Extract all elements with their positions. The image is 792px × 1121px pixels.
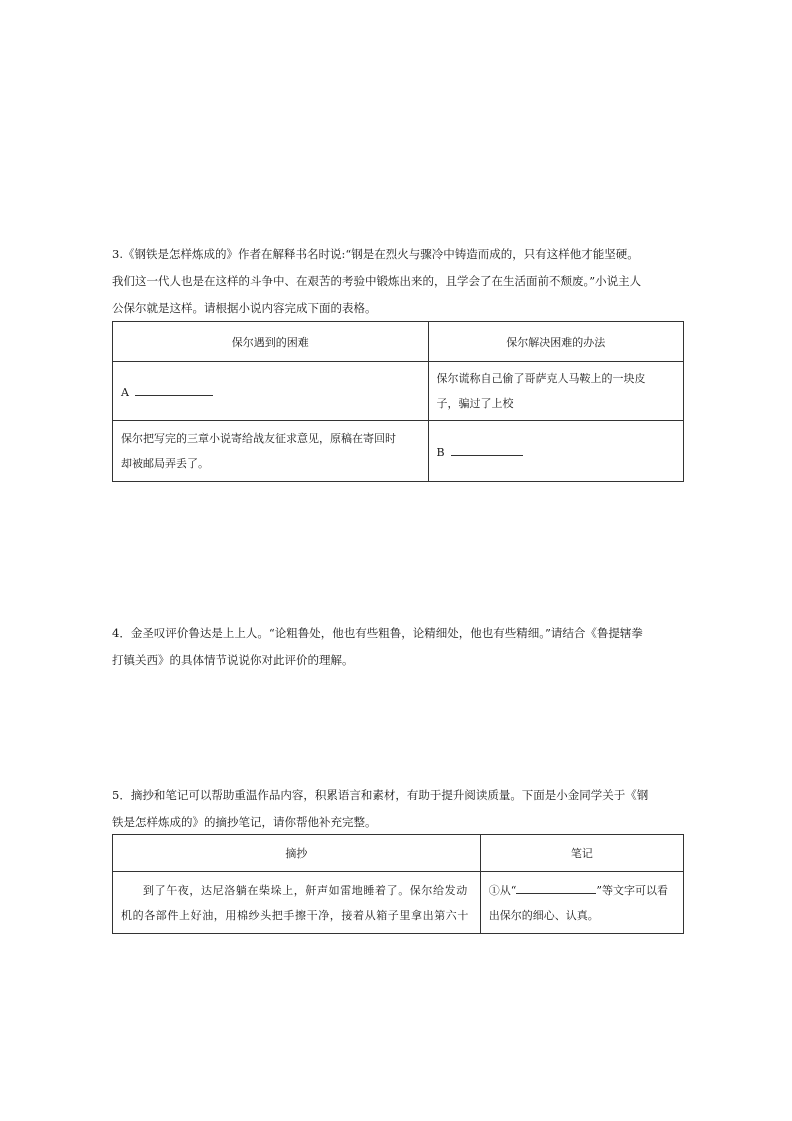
difficulty-line-1: 保尔把写完的三章小说寄给战友征求意见，原稿在寄回时 (121, 432, 396, 445)
excerpt-line-1: 到了午夜，达尼洛躺在柴垛上，鼾声如雷地睡着了。保尔给发动 (143, 883, 468, 897)
note-cell[interactable] (480, 872, 683, 934)
note-suffix: ”等文字可以看 (596, 883, 668, 897)
question-3-table (112, 321, 684, 482)
note-line-1 (489, 878, 675, 903)
question-4-line-2: 打镇关西》的具体情节说说你对此评价的理解。 (112, 653, 354, 667)
table-header-difficulty: 保尔遇到的困难 (113, 322, 429, 362)
answer-cell-a[interactable] (113, 362, 429, 421)
question-3-line-1: 3.《钢铁是怎样炼成的》作者在解释书名时说:“钢是在烈火与骤冷中铸造而成的，只有这样他才能坚硬。 (112, 247, 639, 261)
note-line-2: 出保尔的细心、认真。 (488, 908, 599, 922)
answer-blank-note[interactable] (516, 881, 596, 894)
answer-blank-a[interactable] (135, 383, 213, 396)
excerpt-cell (113, 872, 481, 934)
solution-cell (428, 362, 683, 421)
table-header-notes: 笔记 (480, 835, 683, 872)
question-4 (112, 620, 684, 674)
question-5-table (112, 834, 684, 934)
question-3-line-2: 我们这一代人也是在这样的斗争中、在艰苦的考验中锻炼出来的，且学会了在生活面前不颓废。”小说主人 (112, 274, 642, 288)
question-5-line-1: 5．摘抄和笔记可以帮助重温作品内容，积累语言和素材，有助于提升阅读质量。下面是小金同学关于《钢 (112, 788, 649, 802)
difficulty-line-2: 却被邮局弄丢了。 (121, 457, 209, 470)
label-a: A (121, 386, 129, 399)
answer-blank-b[interactable] (451, 443, 523, 456)
solution-line-1: 保尔谎称自己偷了哥萨克人马鞍上的一块皮 (436, 372, 646, 385)
label-b: B (436, 446, 445, 459)
excerpt-line-2: 机的各部件上好油，用棉纱头把手擦干净，接着从箱子里拿出第六十 (121, 908, 469, 922)
difficulty-cell (113, 421, 429, 482)
table-row (113, 362, 684, 421)
answer-cell-b[interactable] (428, 421, 683, 482)
solution-line-2: 子，骗过了上校 (436, 397, 514, 410)
table-header-excerpt: 摘抄 (113, 835, 481, 872)
table-header-solution: 保尔解决困难的办法 (428, 322, 683, 362)
question-3-line-3: 公保尔就是这样。请根据小说内容完成下面的表格。 (112, 301, 377, 315)
question-5 (112, 782, 684, 836)
question-4-line-1: 4．金圣叹评价鲁达是上上人。“论粗鲁处，他也有些粗鲁，论精细处，他也有些精细。”请结合《鲁提辖拳 (112, 626, 643, 640)
table-row (113, 421, 684, 482)
question-5-line-2: 铁是怎样炼成的》的摘抄笔记，请你帮他补充完整。 (112, 815, 377, 829)
note-prefix: ①从“ (488, 883, 517, 897)
table-row (113, 872, 684, 934)
question-3 (112, 241, 684, 322)
